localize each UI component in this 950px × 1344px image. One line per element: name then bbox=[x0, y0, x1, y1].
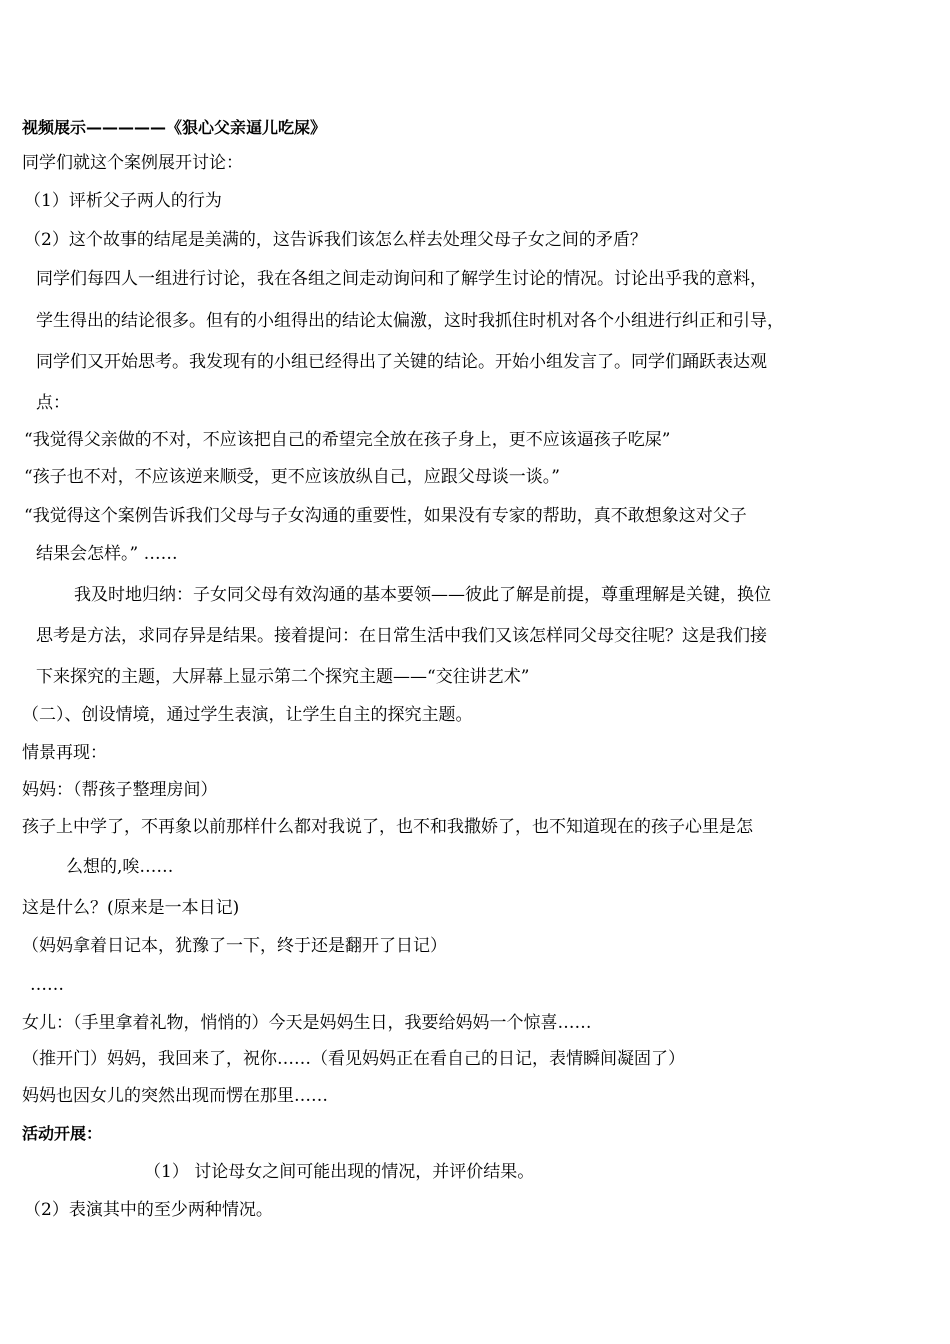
paragraph-line: 点： bbox=[36, 393, 70, 413]
student-quote-3: “我觉得这个案例告诉我们父母与子女沟通的重要性，如果没有专家的帮助，真不敢想象这对父子 bbox=[24, 506, 747, 526]
push-door-line: （推开门）妈妈，我回来了，祝你……（看见妈妈正在看自己的日记，表情瞬间凝固了） bbox=[22, 1049, 685, 1069]
question-1: （1）评析父子两人的行为 bbox=[24, 191, 222, 211]
paragraph-line: 同学们又开始思考。我发现有的小组已经得出了关键的结论。开始小组发言了。同学们踊跃表达观 bbox=[36, 352, 767, 372]
summary-line: 我及时地归纳：子女同父母有效沟通的基本要领——彼此了解是前提，尊重理解是关键，换位 bbox=[74, 585, 771, 605]
mom-line: 孩子上中学了，不再象以前那样什么都对我说了，也不和我撒娇了，也不知道现在的孩子心里是怎 bbox=[22, 817, 753, 837]
student-quote-3-cont: 结果会怎样。” …… bbox=[36, 544, 178, 564]
summary-line: 思考是方法，求同存异是结果。接着提问：在日常生活中我们又该怎样同父母交往呢？这是我们接 bbox=[36, 626, 767, 646]
activity-heading: 活动开展： bbox=[22, 1124, 103, 1143]
activity-2: （2）表演其中的至少两种情况。 bbox=[24, 1200, 273, 1220]
mom-stunned-line: 妈妈也因女儿的突然出现而愣在那里…… bbox=[22, 1086, 328, 1106]
mom-label: 妈妈：（帮孩子整理房间） bbox=[22, 780, 218, 800]
paragraph-line: 学生得出的结论很多。但有的小组得出的结论太偏激，这时我抓住时机对各个小组进行纠正和引导， bbox=[36, 311, 784, 331]
mom-line-cont: 么想的,唉…… bbox=[66, 857, 174, 877]
ellipsis-line: …… bbox=[30, 975, 64, 995]
diary-question: 这是什么？(原来是一本日记) bbox=[22, 898, 240, 918]
student-quote-1: “我觉得父亲做的不对，不应该把自己的希望完全放在孩子身上，更不应该逼孩子吃屎” bbox=[24, 430, 671, 450]
scene-title: 情景再现： bbox=[22, 743, 107, 763]
discussion-intro: 同学们就这个案例展开讨论： bbox=[22, 153, 243, 173]
question-2: （2）这个故事的结尾是美满的，这告诉我们该怎么样去处理父母子女之间的矛盾？ bbox=[24, 230, 647, 250]
video-heading: 视频展示—————《狠心父亲逼儿吃屎》 bbox=[22, 118, 327, 137]
daughter-line: 女儿：（手里拿着礼物，悄悄的）今天是妈妈生日，我要给妈妈一个惊喜…… bbox=[22, 1013, 592, 1033]
section-heading-2: （二）、创设情境，通过学生表演，让学生自主的探究主题。 bbox=[22, 705, 473, 725]
student-quote-2: “孩子也不对，不应该逆来顺受，更不应该放纵自己，应跟父母谈一谈。” bbox=[24, 467, 560, 487]
paragraph-line: 同学们每四人一组进行讨论，我在各组之间走动询问和了解学生讨论的情况。讨论出乎我的意料， bbox=[36, 269, 767, 289]
mom-action: （妈妈拿着日记本，犹豫了一下，终于还是翻开了日记） bbox=[22, 936, 447, 956]
activity-1: （1） 讨论母女之间可能出现的情况，并评价结果。 bbox=[144, 1162, 535, 1182]
summary-line: 下来探究的主题，大屏幕上显示第二个探究主题——“交往讲艺术” bbox=[36, 667, 530, 687]
